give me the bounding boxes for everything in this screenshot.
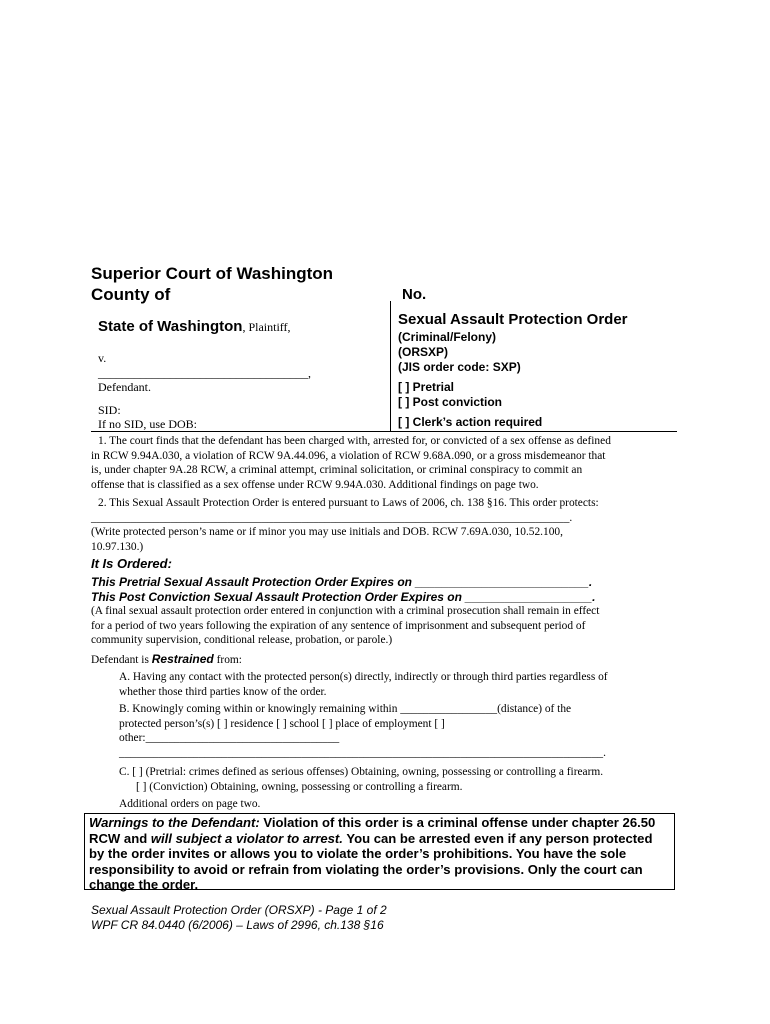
restriction-b-other[interactable]: other:__________________________________ [119,732,340,745]
ordered-heading: It Is Ordered: [91,556,172,571]
finding-2 [91,496,681,554]
footer-line-2: WPF CR 84.0440 (6/2006) – Laws of 2996, ch.138 §16 [91,918,384,932]
court-line-2: County of [91,285,171,304]
warning-label: Warnings to the Defendant: [89,815,260,830]
finding-2-line: (Write protected person’s name or if minor you may use initials and DOB. RCW 7.69A.030, 10.52.100, [91,526,563,539]
pretrial-checkbox[interactable]: [ ] Pretrial [398,380,455,394]
final-note-line: for a period of two years following the expiration of any sentence of imprisonment and subsequent period of [91,619,586,632]
case-number-label: No. [402,286,427,303]
restriction-a-line: A. Having any contact with the protected person(s) directly, indirectly or through third parties regardless of [119,671,608,683]
post-conviction-expiration: This Post Conviction Sexual Assault Protection Order Expires on ___________________. [91,589,596,604]
footer-line-1: Sexual Assault Protection Order (ORSXP) - Page 1 of 2 [91,903,387,917]
finding-2-line: 2. This Sexual Assault Protection Order is entered pursuant to Laws of 2006, ch. 138 §16. This order protects: [98,497,599,509]
order-title-block [398,311,628,375]
restrained-prefix: Defendant is [91,654,152,666]
restrained-line [91,652,681,668]
protected-person-blank[interactable]: ____________________________________________________________________________________. [91,511,573,524]
additional-orders-note: Additional orders on page two. [119,798,261,810]
plaintiff-caption [98,318,291,335]
restriction-b-line: protected person’s(s) [ ] residence [ ] school [ ] place of employment [ ] [119,717,445,730]
order-subtitle-jis: (JIS order code: SXP) [398,360,521,374]
order-subtitle-type: (Criminal/Felony) [398,330,497,344]
finding-1-line: is, under chapter 9A.28 RCW, a criminal attempt, criminal solicitation, or criminal conspiracy to commit an [91,464,583,477]
restriction-b [119,702,679,746]
firearm-conviction-checkbox[interactable]: [ ] (Conviction) Obtaining, owning, possessing or controlling a firearm. [136,780,463,793]
court-name [91,263,333,305]
plaintiff-label: , Plaintiff, [242,320,291,334]
defendant-warning-box [84,813,675,893]
clerk-action-checkbox[interactable]: [ ] Clerk’s action required [398,415,543,429]
sid-label: SID: [98,403,121,417]
expiration-lines [91,575,595,604]
warning-text-continued: You can be arrested even if any person protected by the order invites or allows you to violate the order’s prohibitions. You have the sole responsibility to avoid or refrain from violating the order’s provisions. Only the court can change the order. [89,830,653,893]
restriction-a [119,670,679,699]
restriction-a-line: whether those third parties know of the order. [119,685,327,698]
caption-divider [390,301,391,431]
order-title: Sexual Assault Protection Order [398,311,628,328]
warning-emphasis: will subject a violator to arrest. [150,830,343,846]
finding-1 [91,434,681,492]
final-note-line: community supervision, conditional release, probation, or parole.) [91,634,393,647]
firearm-pretrial-checkbox[interactable]: C. [ ] (Pretrial: crimes defined as serious offenses) Obtaining, owning, possessing or controlling a firearm. [119,766,604,778]
court-line-1: Superior Court of Washington [91,264,334,283]
restrained-suffix: from: [213,654,242,666]
finding-1-line: offense that is classified as a sex offense under RCW 9.94A.030. Additional findings on page two. [91,478,539,491]
defendant-label: Defendant. [98,380,151,394]
versus-label: v. [98,351,107,365]
pretrial-expiration: This Pretrial Sexual Assault Protection Order Expires on __________________________. [91,575,593,589]
finding-1-line: in RCW 9.94A.030, a violation of RCW 9A.44.096, a violation of RCW 9.68A.090, or a gross misdemeanor that [91,449,606,462]
finding-1-line: 1. The court finds that the defendant has been charged with, arrested for, or convicted of a sex offense as defined [98,435,611,447]
restrained-word: Restrained [151,652,214,666]
state-name: State of Washington [98,318,243,335]
final-order-note [91,604,681,648]
dob-label: If no SID, use DOB: [98,417,197,431]
finding-2-line: 10.97.130.) [91,540,144,553]
warning-text: Violation of this order is a criminal offense under chapter 26.50 RCW and [89,815,656,846]
final-note-line: (A final sexual assault protection order entered in conjunction with a criminal prosecution shall remain in effect [91,605,600,617]
post-conviction-checkbox[interactable]: [ ] Post conviction [398,395,503,409]
page-footer [91,903,387,933]
order-stage-checkboxes [398,380,502,410]
defendant-name-blank: ___________________________________, [98,366,311,380]
order-subtitle-code: (ORSXP) [398,345,449,359]
caption-bottom-rule [91,431,677,432]
restriction-b-line: B. Knowingly coming within or knowingly remaining within _________________(distance) of the [119,703,572,715]
restriction-b-blank[interactable]: _____________________________________________________________________________________. [119,747,606,759]
restriction-c [119,765,679,794]
